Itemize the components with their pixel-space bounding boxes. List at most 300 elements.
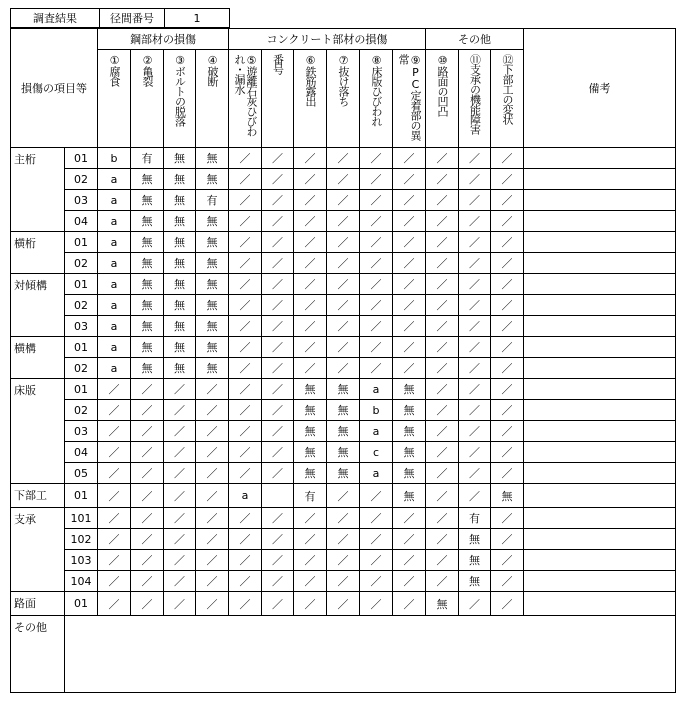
damage-value: 無 (164, 316, 196, 337)
damage-value: ／ (491, 571, 524, 592)
damage-value: ／ (327, 316, 360, 337)
damage-value: ／ (360, 148, 393, 169)
damage-value: ／ (393, 169, 426, 190)
damage-value: 無 (196, 274, 229, 295)
damage-value: 無 (393, 421, 426, 442)
damage-value: ／ (459, 169, 491, 190)
table-row (11, 169, 676, 190)
damage-value: ／ (229, 529, 262, 550)
damage-value: ／ (98, 463, 131, 484)
table-row (11, 316, 676, 337)
damage-value: ／ (262, 253, 294, 274)
damage-value: ／ (360, 274, 393, 295)
damage-value: 無 (327, 421, 360, 442)
damage-value: ／ (294, 592, 327, 616)
damage-value: ／ (360, 529, 393, 550)
damage-value: ／ (131, 550, 164, 571)
column-header (393, 50, 426, 148)
column-header-label: ⑥鉄筋露出 (304, 54, 317, 106)
damage-value: ／ (164, 571, 196, 592)
damage-value: ／ (164, 550, 196, 571)
remarks-cell (524, 169, 676, 190)
damage-value: ／ (426, 169, 459, 190)
damage-value: ／ (360, 571, 393, 592)
remarks-cell (524, 508, 676, 529)
damage-value: ／ (426, 529, 459, 550)
damage-value: ／ (98, 379, 131, 400)
damage-value: 無 (196, 337, 229, 358)
damage-value: ／ (327, 550, 360, 571)
row-number: 03 (65, 316, 98, 337)
damage-value: 無 (164, 337, 196, 358)
column-header (426, 50, 459, 148)
damage-value: ／ (131, 571, 164, 592)
table-row (11, 295, 676, 316)
damage-value: ／ (262, 529, 294, 550)
group-steel: 鋼部材の損傷 (98, 29, 229, 50)
damage-value: ／ (229, 442, 262, 463)
damage-value: ／ (294, 169, 327, 190)
damage-value: 無 (393, 379, 426, 400)
remarks-cell (524, 211, 676, 232)
damage-value: ／ (491, 358, 524, 379)
damage-value: ／ (131, 508, 164, 529)
header-table (10, 8, 230, 28)
damage-value: ／ (98, 421, 131, 442)
damage-value: ／ (98, 400, 131, 421)
row-number: 03 (65, 190, 98, 211)
column-header (164, 50, 196, 148)
damage-value: ／ (327, 592, 360, 616)
damage-value: ／ (229, 421, 262, 442)
damage-value: a (360, 463, 393, 484)
damage-value: ／ (426, 148, 459, 169)
table-row (11, 211, 676, 232)
column-header (229, 50, 262, 148)
damage-value: 無 (131, 358, 164, 379)
damage-value: ／ (426, 274, 459, 295)
row-number: 04 (65, 442, 98, 463)
damage-value: ／ (131, 442, 164, 463)
damage-value: ／ (294, 253, 327, 274)
table-row (11, 337, 676, 358)
damage-value: ／ (393, 253, 426, 274)
damage-value: ／ (164, 421, 196, 442)
damage-value: 無 (393, 400, 426, 421)
damage-value: ／ (229, 508, 262, 529)
damage-value: ／ (262, 295, 294, 316)
row-number: 01 (65, 337, 98, 358)
damage-value: ／ (294, 232, 327, 253)
damage-value: ／ (459, 253, 491, 274)
damage-value: ／ (229, 463, 262, 484)
remarks-label: 備考 (524, 29, 676, 148)
damage-value: ／ (131, 484, 164, 508)
section-name: 路面 (11, 592, 65, 616)
span-number-label: 径間番号 (100, 9, 165, 28)
group-concrete: コンクリート部材の損傷 (229, 29, 426, 50)
damage-value: ／ (459, 295, 491, 316)
row-number: 03 (65, 421, 98, 442)
damage-value: ／ (229, 379, 262, 400)
row-number: 101 (65, 508, 98, 529)
damage-value: a (98, 190, 131, 211)
damage-value: 無 (327, 379, 360, 400)
damage-value: ／ (196, 463, 229, 484)
damage-value: ／ (196, 421, 229, 442)
damage-value: a (98, 358, 131, 379)
damage-value: ／ (393, 550, 426, 571)
damage-value: ／ (294, 550, 327, 571)
damage-value: ／ (131, 421, 164, 442)
damage-value: ／ (426, 295, 459, 316)
span-number-value: 1 (165, 9, 230, 28)
damage-value: ／ (426, 232, 459, 253)
damage-value: ／ (262, 379, 294, 400)
damage-value: ／ (262, 550, 294, 571)
damage-value: ／ (360, 508, 393, 529)
damage-value: ／ (98, 529, 131, 550)
damage-value: ／ (262, 358, 294, 379)
damage-value: ／ (491, 148, 524, 169)
damage-value: 無 (459, 571, 491, 592)
damage-table (10, 28, 676, 693)
damage-value: ／ (229, 358, 262, 379)
damage-value: ／ (98, 508, 131, 529)
table-row (11, 484, 676, 508)
damage-value: ／ (164, 442, 196, 463)
column-header-label: ②亀裂 (141, 54, 154, 86)
damage-value: ／ (459, 337, 491, 358)
damage-value: ／ (491, 379, 524, 400)
section-name: 主桁 (11, 148, 65, 232)
damage-value: ／ (426, 508, 459, 529)
damage-value: 有 (131, 148, 164, 169)
damage-value: ／ (491, 253, 524, 274)
column-header-label: ③ボルトの脱落 (173, 54, 187, 126)
damage-value: ／ (262, 442, 294, 463)
column-header (262, 50, 294, 148)
table-row (11, 400, 676, 421)
damage-value: 無 (131, 274, 164, 295)
damage-value: ／ (426, 421, 459, 442)
damage-value: 無 (196, 316, 229, 337)
damage-value: ／ (459, 400, 491, 421)
damage-value: 無 (164, 148, 196, 169)
table-row (11, 148, 676, 169)
damage-value: ／ (262, 148, 294, 169)
remarks-cell (524, 253, 676, 274)
damage-value: 無 (196, 232, 229, 253)
damage-value: 無 (196, 295, 229, 316)
damage-value: ／ (196, 550, 229, 571)
column-header-label: ①腐食 (108, 54, 121, 86)
damage-value: 無 (327, 442, 360, 463)
damage-value: ／ (229, 571, 262, 592)
damage-value: 無 (164, 211, 196, 232)
column-header (294, 50, 327, 148)
damage-value: 無 (131, 169, 164, 190)
damage-value: ／ (459, 421, 491, 442)
damage-value: ／ (491, 508, 524, 529)
damage-value: ／ (294, 316, 327, 337)
damage-value: ／ (426, 190, 459, 211)
column-header-label: 番号 (271, 54, 285, 74)
damage-value: ／ (294, 295, 327, 316)
damage-value: ／ (459, 232, 491, 253)
damage-value: ／ (393, 232, 426, 253)
damage-value: ／ (262, 508, 294, 529)
damage-value: ／ (426, 379, 459, 400)
damage-value: ／ (459, 379, 491, 400)
damage-value: ／ (229, 592, 262, 616)
table-row (11, 358, 676, 379)
damage-value: 無 (164, 169, 196, 190)
damage-value: ／ (229, 337, 262, 358)
damage-value: ／ (491, 211, 524, 232)
damage-value: 無 (294, 379, 327, 400)
damage-value: 無 (131, 232, 164, 253)
damage-value: 無 (459, 550, 491, 571)
column-header-label: ④破断 (206, 54, 219, 86)
damage-value: 無 (327, 463, 360, 484)
remarks-cell (524, 295, 676, 316)
row-number: 02 (65, 358, 98, 379)
damage-value: ／ (327, 169, 360, 190)
remarks-cell (524, 337, 676, 358)
damage-value: ／ (294, 274, 327, 295)
column-header-label: ⑤遊離石灰ひびわれ・漏水 (233, 54, 258, 136)
damage-value: ／ (491, 463, 524, 484)
other-row (11, 616, 676, 693)
damage-value: ／ (459, 211, 491, 232)
damage-value: ／ (491, 529, 524, 550)
table-row (11, 190, 676, 211)
damage-value: 無 (294, 463, 327, 484)
damage-value: ／ (262, 592, 294, 616)
damage-value: ／ (327, 253, 360, 274)
damage-value: ／ (393, 148, 426, 169)
damage-value: ／ (459, 442, 491, 463)
damage-value: ／ (229, 232, 262, 253)
table-row (11, 592, 676, 616)
remarks-cell (524, 379, 676, 400)
column-header-label: ⑧床版ひびわれ (370, 54, 383, 126)
damage-value: ／ (360, 358, 393, 379)
damage-value: ／ (294, 358, 327, 379)
damage-value: ／ (360, 550, 393, 571)
remarks-cell (524, 400, 676, 421)
damage-value: ／ (262, 232, 294, 253)
damage-value: ／ (294, 148, 327, 169)
item-label: 損傷の項目等 (21, 82, 87, 95)
damage-value: ／ (229, 253, 262, 274)
damage-value: ／ (491, 274, 524, 295)
remarks-cell (524, 463, 676, 484)
survey-result-label: 調査結果 (11, 9, 100, 28)
damage-value: ／ (393, 592, 426, 616)
damage-value: 無 (131, 316, 164, 337)
damage-value: ／ (426, 550, 459, 571)
damage-value: ／ (164, 463, 196, 484)
damage-value: ／ (229, 295, 262, 316)
damage-value: ／ (327, 337, 360, 358)
damage-value: ／ (294, 571, 327, 592)
remarks-cell (524, 358, 676, 379)
damage-value: ／ (491, 421, 524, 442)
damage-value: a (98, 232, 131, 253)
damage-value: 無 (196, 211, 229, 232)
damage-value: 無 (393, 484, 426, 508)
damage-value: ／ (426, 442, 459, 463)
row-number: 01 (65, 274, 98, 295)
damage-value: a (98, 253, 131, 274)
damage-value: ／ (98, 484, 131, 508)
damage-value: ／ (229, 169, 262, 190)
column-header-label: ⑫下部工の変状 (501, 54, 514, 124)
damage-value: 無 (294, 442, 327, 463)
damage-value: ／ (327, 484, 360, 508)
damage-value: ／ (262, 316, 294, 337)
damage-value: ／ (327, 190, 360, 211)
damage-value: ／ (196, 484, 229, 508)
row-number: 01 (65, 379, 98, 400)
damage-value: ／ (327, 148, 360, 169)
damage-value: a (229, 484, 262, 508)
damage-value: 無 (164, 358, 196, 379)
damage-value: ／ (491, 400, 524, 421)
damage-value: 有 (196, 190, 229, 211)
row-number: 02 (65, 169, 98, 190)
section-name: 対傾構 (11, 274, 65, 337)
damage-value: ／ (262, 571, 294, 592)
damage-value: a (98, 211, 131, 232)
damage-value: b (98, 148, 131, 169)
damage-value: 無 (393, 463, 426, 484)
damage-value: ／ (360, 295, 393, 316)
damage-value: 無 (131, 211, 164, 232)
damage-value: ／ (393, 508, 426, 529)
damage-value: ／ (164, 400, 196, 421)
damage-value: 無 (294, 421, 327, 442)
damage-value: ／ (294, 508, 327, 529)
damage-value: ／ (360, 190, 393, 211)
damage-value: ／ (196, 529, 229, 550)
table-row (11, 571, 676, 592)
section-name: 支承 (11, 508, 65, 592)
remarks-cell (524, 190, 676, 211)
damage-value: ／ (327, 529, 360, 550)
damage-value: ／ (426, 463, 459, 484)
damage-value: ／ (196, 442, 229, 463)
damage-value: a (98, 337, 131, 358)
damage-value: ／ (164, 508, 196, 529)
damage-value: ／ (196, 571, 229, 592)
damage-value: ／ (426, 400, 459, 421)
row-number: 103 (65, 550, 98, 571)
damage-value: ／ (393, 190, 426, 211)
column-header (360, 50, 393, 148)
column-header (196, 50, 229, 148)
damage-value: ／ (393, 211, 426, 232)
damage-value: ／ (393, 274, 426, 295)
damage-value: ／ (360, 253, 393, 274)
damage-value: ／ (327, 571, 360, 592)
damage-value: 無 (491, 484, 524, 508)
remarks-cell (524, 148, 676, 169)
damage-value: ／ (229, 148, 262, 169)
damage-value: a (360, 421, 393, 442)
column-header-label: ⑩路面の凹凸 (436, 54, 449, 116)
damage-value: ／ (131, 379, 164, 400)
damage-value: ／ (426, 358, 459, 379)
damage-value: ／ (491, 337, 524, 358)
damage-value: ／ (196, 508, 229, 529)
damage-value: ／ (360, 484, 393, 508)
table-row (11, 232, 676, 253)
damage-value: ／ (459, 274, 491, 295)
damage-value: 無 (164, 190, 196, 211)
damage-value: ／ (393, 295, 426, 316)
damage-value: c (360, 442, 393, 463)
damage-value: ／ (131, 529, 164, 550)
damage-value: ／ (360, 232, 393, 253)
damage-value: ／ (360, 337, 393, 358)
damage-value: ／ (360, 592, 393, 616)
table-row (11, 463, 676, 484)
table-row (11, 379, 676, 400)
column-header-label: ⑪支承の機能障害 (468, 54, 482, 134)
damage-value: ／ (262, 190, 294, 211)
row-number: 102 (65, 529, 98, 550)
damage-value: 無 (196, 358, 229, 379)
damage-value: ／ (229, 316, 262, 337)
damage-value: ／ (98, 442, 131, 463)
damage-value: ／ (393, 529, 426, 550)
remarks-cell (524, 529, 676, 550)
damage-value: ／ (294, 337, 327, 358)
remarks-cell (524, 592, 676, 616)
damage-value: ／ (229, 274, 262, 295)
damage-value: ／ (459, 358, 491, 379)
remarks-cell (524, 274, 676, 295)
column-header (327, 50, 360, 148)
table-row (11, 253, 676, 274)
damage-value: ／ (196, 592, 229, 616)
column-header-label: ⑦抜け落ち (337, 54, 350, 106)
damage-value: ／ (229, 211, 262, 232)
damage-value: ／ (327, 358, 360, 379)
group-other: その他 (426, 29, 524, 50)
table-row (11, 508, 676, 529)
remarks-cell (524, 316, 676, 337)
section-name: 下部工 (11, 484, 65, 508)
damage-value: ／ (131, 463, 164, 484)
column-header (131, 50, 164, 148)
damage-value: 無 (131, 253, 164, 274)
damage-value: ／ (393, 337, 426, 358)
damage-value: ／ (327, 274, 360, 295)
remarks-cell (524, 232, 676, 253)
table-row (11, 442, 676, 463)
damage-value: ／ (294, 190, 327, 211)
remarks-cell (524, 421, 676, 442)
damage-value: a (360, 379, 393, 400)
row-number: 01 (65, 148, 98, 169)
row-number: 05 (65, 463, 98, 484)
damage-value: ／ (327, 232, 360, 253)
damage-value: ／ (426, 253, 459, 274)
